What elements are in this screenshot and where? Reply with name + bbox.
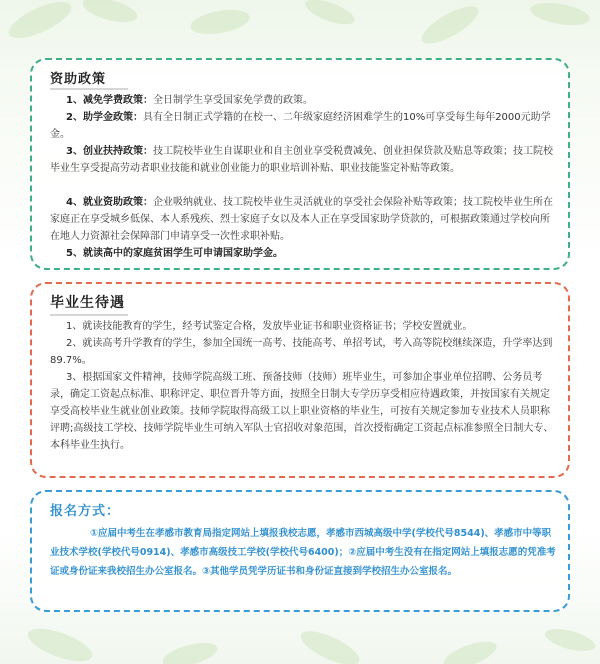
policy-item-3-lead: 3、创业扶持政策：	[66, 146, 153, 157]
graduate-item-1: 1、就读技能教育的学生，经考试鉴定合格，发放毕业证书和职业资格证书；学校安置就业。	[66, 321, 473, 332]
policy-panel	[30, 58, 570, 270]
graduate-title: 毕业生待遇	[50, 295, 125, 311]
graduate-title-underline	[50, 314, 128, 316]
policy-item-1-text: 全日制学生享受国家免学费的政策。	[152, 95, 313, 106]
policy-title-underline	[50, 88, 128, 90]
policy-item-4	[50, 194, 556, 245]
policy-item-3-text: 技工院校毕业生自谋职业和自主创业享受税费减免、创业担保贷款及贴息等政策；技工院校毕业生享受提高劳动者职业技能和就业创业能力的职业培训补贴、职业技能鉴定补贴等政策。	[50, 146, 553, 174]
policy-item-4-text: 企业吸纳就业、技工院校毕业生灵活就业的享受社会保险补贴等政策；技工院校毕业生所在家庭正在享受城乡低保、本人系残疾、烈士家庭子女以及本人正在享受国家助学贷款的，可根据政策通过学校向所在地人力资源社会保障部门申请享受一次性求职补贴。	[50, 197, 553, 242]
policy-item-1	[50, 92, 556, 109]
graduate-item-3: 3、根据国家文件精神，技师学院高级工班、预备技师（技师）班毕业生，可参加企事业单位招聘、公务员考录，确定工资起点标准、职称评定、职位晋升等方面，按照全日制大专学历享受相应待遇政策，并按国家有关规定享受高校毕业生就业创业政策。技师学院取得高级工以上职业资格的毕业生，可按有关规定参加专业技术人员职称评聘;高级技工学校、技师学院毕业生可纳入军队士官招收对象范围，首次授衔确定工资起点标准参照全日制大专、本科毕业生执行。	[50, 372, 554, 451]
policy-title: 资助政策	[50, 72, 107, 87]
policy-item-1-lead: 1、减免学费政策：	[66, 95, 153, 106]
policy-item-2	[50, 109, 556, 143]
policy-item-2-lead: 2、助学金政策：	[66, 112, 143, 123]
graduate-item-2: 2、就读高考升学教育的学生，参加全国统一高考、技能高考、单招考试，考入高等院校继续深造，升学率达到89.7%。	[50, 338, 553, 366]
policy-item-4-lead: 4、就业资助政策：	[66, 197, 153, 208]
graduate-panel	[30, 282, 570, 478]
policy-item-5-lead: 5、就读高中的家庭贫困学生可申请国家助学金。	[66, 248, 283, 259]
signup-panel	[30, 490, 570, 612]
policy-item-3	[50, 143, 556, 177]
signup-title: 报名方式：	[50, 504, 121, 519]
policy-item-5	[50, 245, 556, 262]
signup-text: ①应届中考生在孝感市教育局指定网站上填报我校志愿，孝感市西城高级中学(学校代号8544)、孝感市中等职业技术学校(学校代号0914)、孝感市高级技工学校(学校代号6400)；②应届中考生没有在指定网站上填报志愿的凭准考证或身份证来我校招生办公室报名。③其他学员凭学历证书和身份证直接到学校招生办公室报名。	[50, 528, 556, 577]
policy-item-2-text: 具有全日制正式学籍的在校一、二年级家庭经济困难学生的10%可享受每生每年2000元助学金。	[50, 112, 551, 140]
